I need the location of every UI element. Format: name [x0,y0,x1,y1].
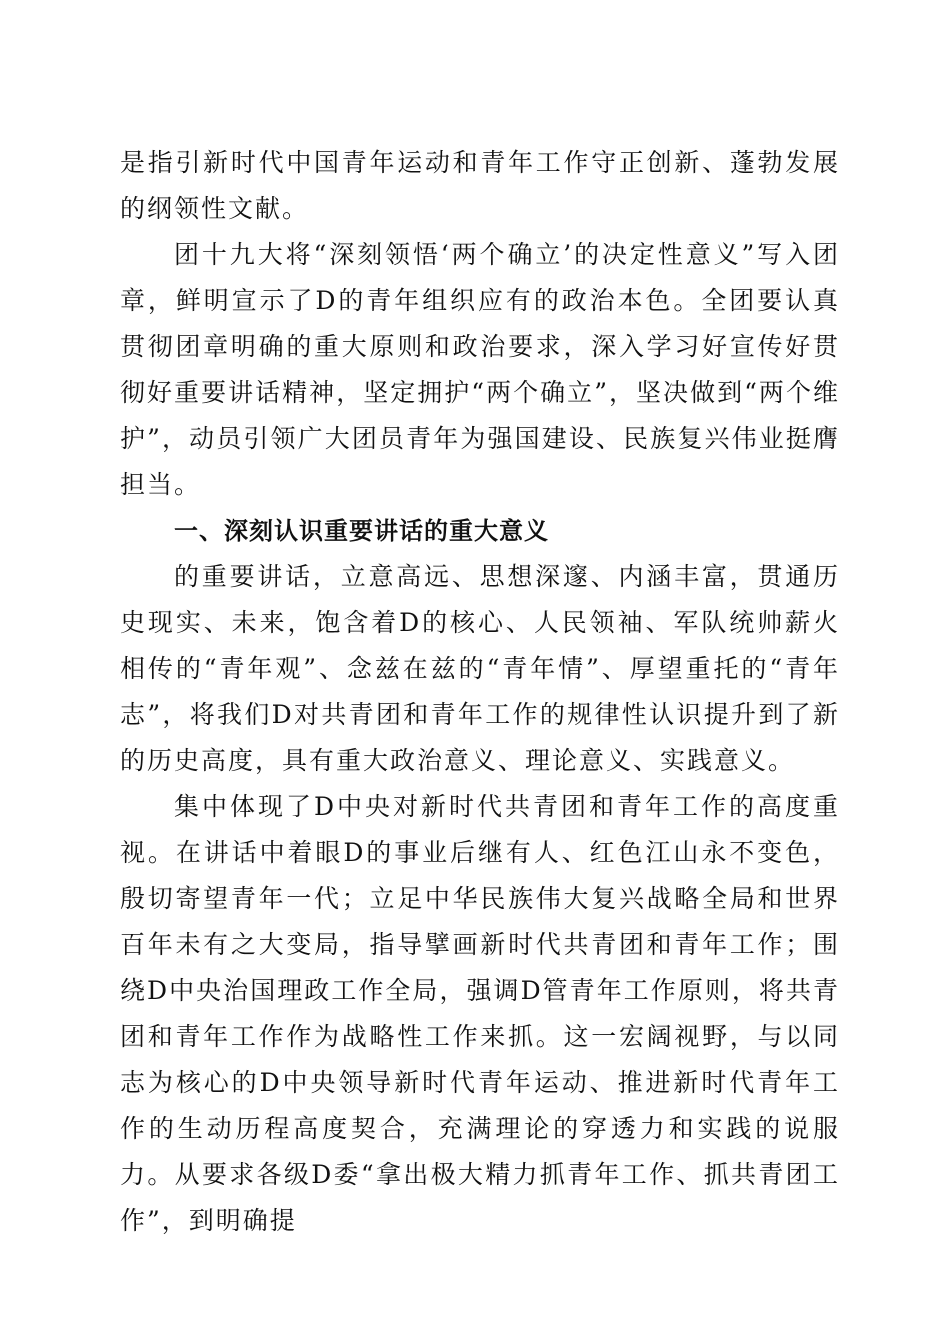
document-body [120,140,840,1244]
paragraph-tuanzhang: 团十九大将“深刻领悟‘两个确立’的决定性意义”写入团章，鲜明宣示了D的青年组织应有的政治本色。全团要认真贯彻团章明确的重大原则和政治要求，深入学习好宣传好贯彻好重要讲话精神，坚定拥护“两个确立”，坚决做到“两个维护”，动员引领广大团员青年为强国建设、民族复兴伟业挺膺担当。 [120,240,840,499]
paragraph-central-attention: 集中体现了D中央对新时代共青团和青年工作的高度重视。在讲话中着眼D的事业后继有人、红色江山永不变色，殷切寄望青年一代；立足中华民族伟大复兴战略全局和世界百年未有之大变局，指导擘画新时代共青团和青年工作；围绕D中央治国理政工作全局，强调D管青年工作原则，将共青团和青年工作作为战略性工作来抓。这一宏阔视野，与以同志为核心的D中央领导新时代青年运动、推进新时代青年工作的生动历程高度契合，充满理论的穿透力和实践的说服力。从要求各级D委“拿出极大精力抓青年工作、抓共青团工作”，到明确提 [120,792,840,1235]
paragraph-continuation: 是指引新时代中国青年运动和青年工作守正创新、蓬勃发展的纲领性文献。 [120,148,840,223]
paragraph-speech-significance: 的重要讲话，立意高远、思想深邃、内涵丰富，贯通历史现实、未来，饱含着D的核心、人民领袖、军队统帅薪火相传的“青年观”、念兹在兹的“青年情”、厚望重托的“青年志”，将我们D对共青团和青年工作的规律性认识提升到了新的历史高度，具有重大政治意义、理论意义、实践意义。 [120,562,840,775]
section-heading: 一、深刻认识重要讲话的重大意义 [174,517,549,545]
